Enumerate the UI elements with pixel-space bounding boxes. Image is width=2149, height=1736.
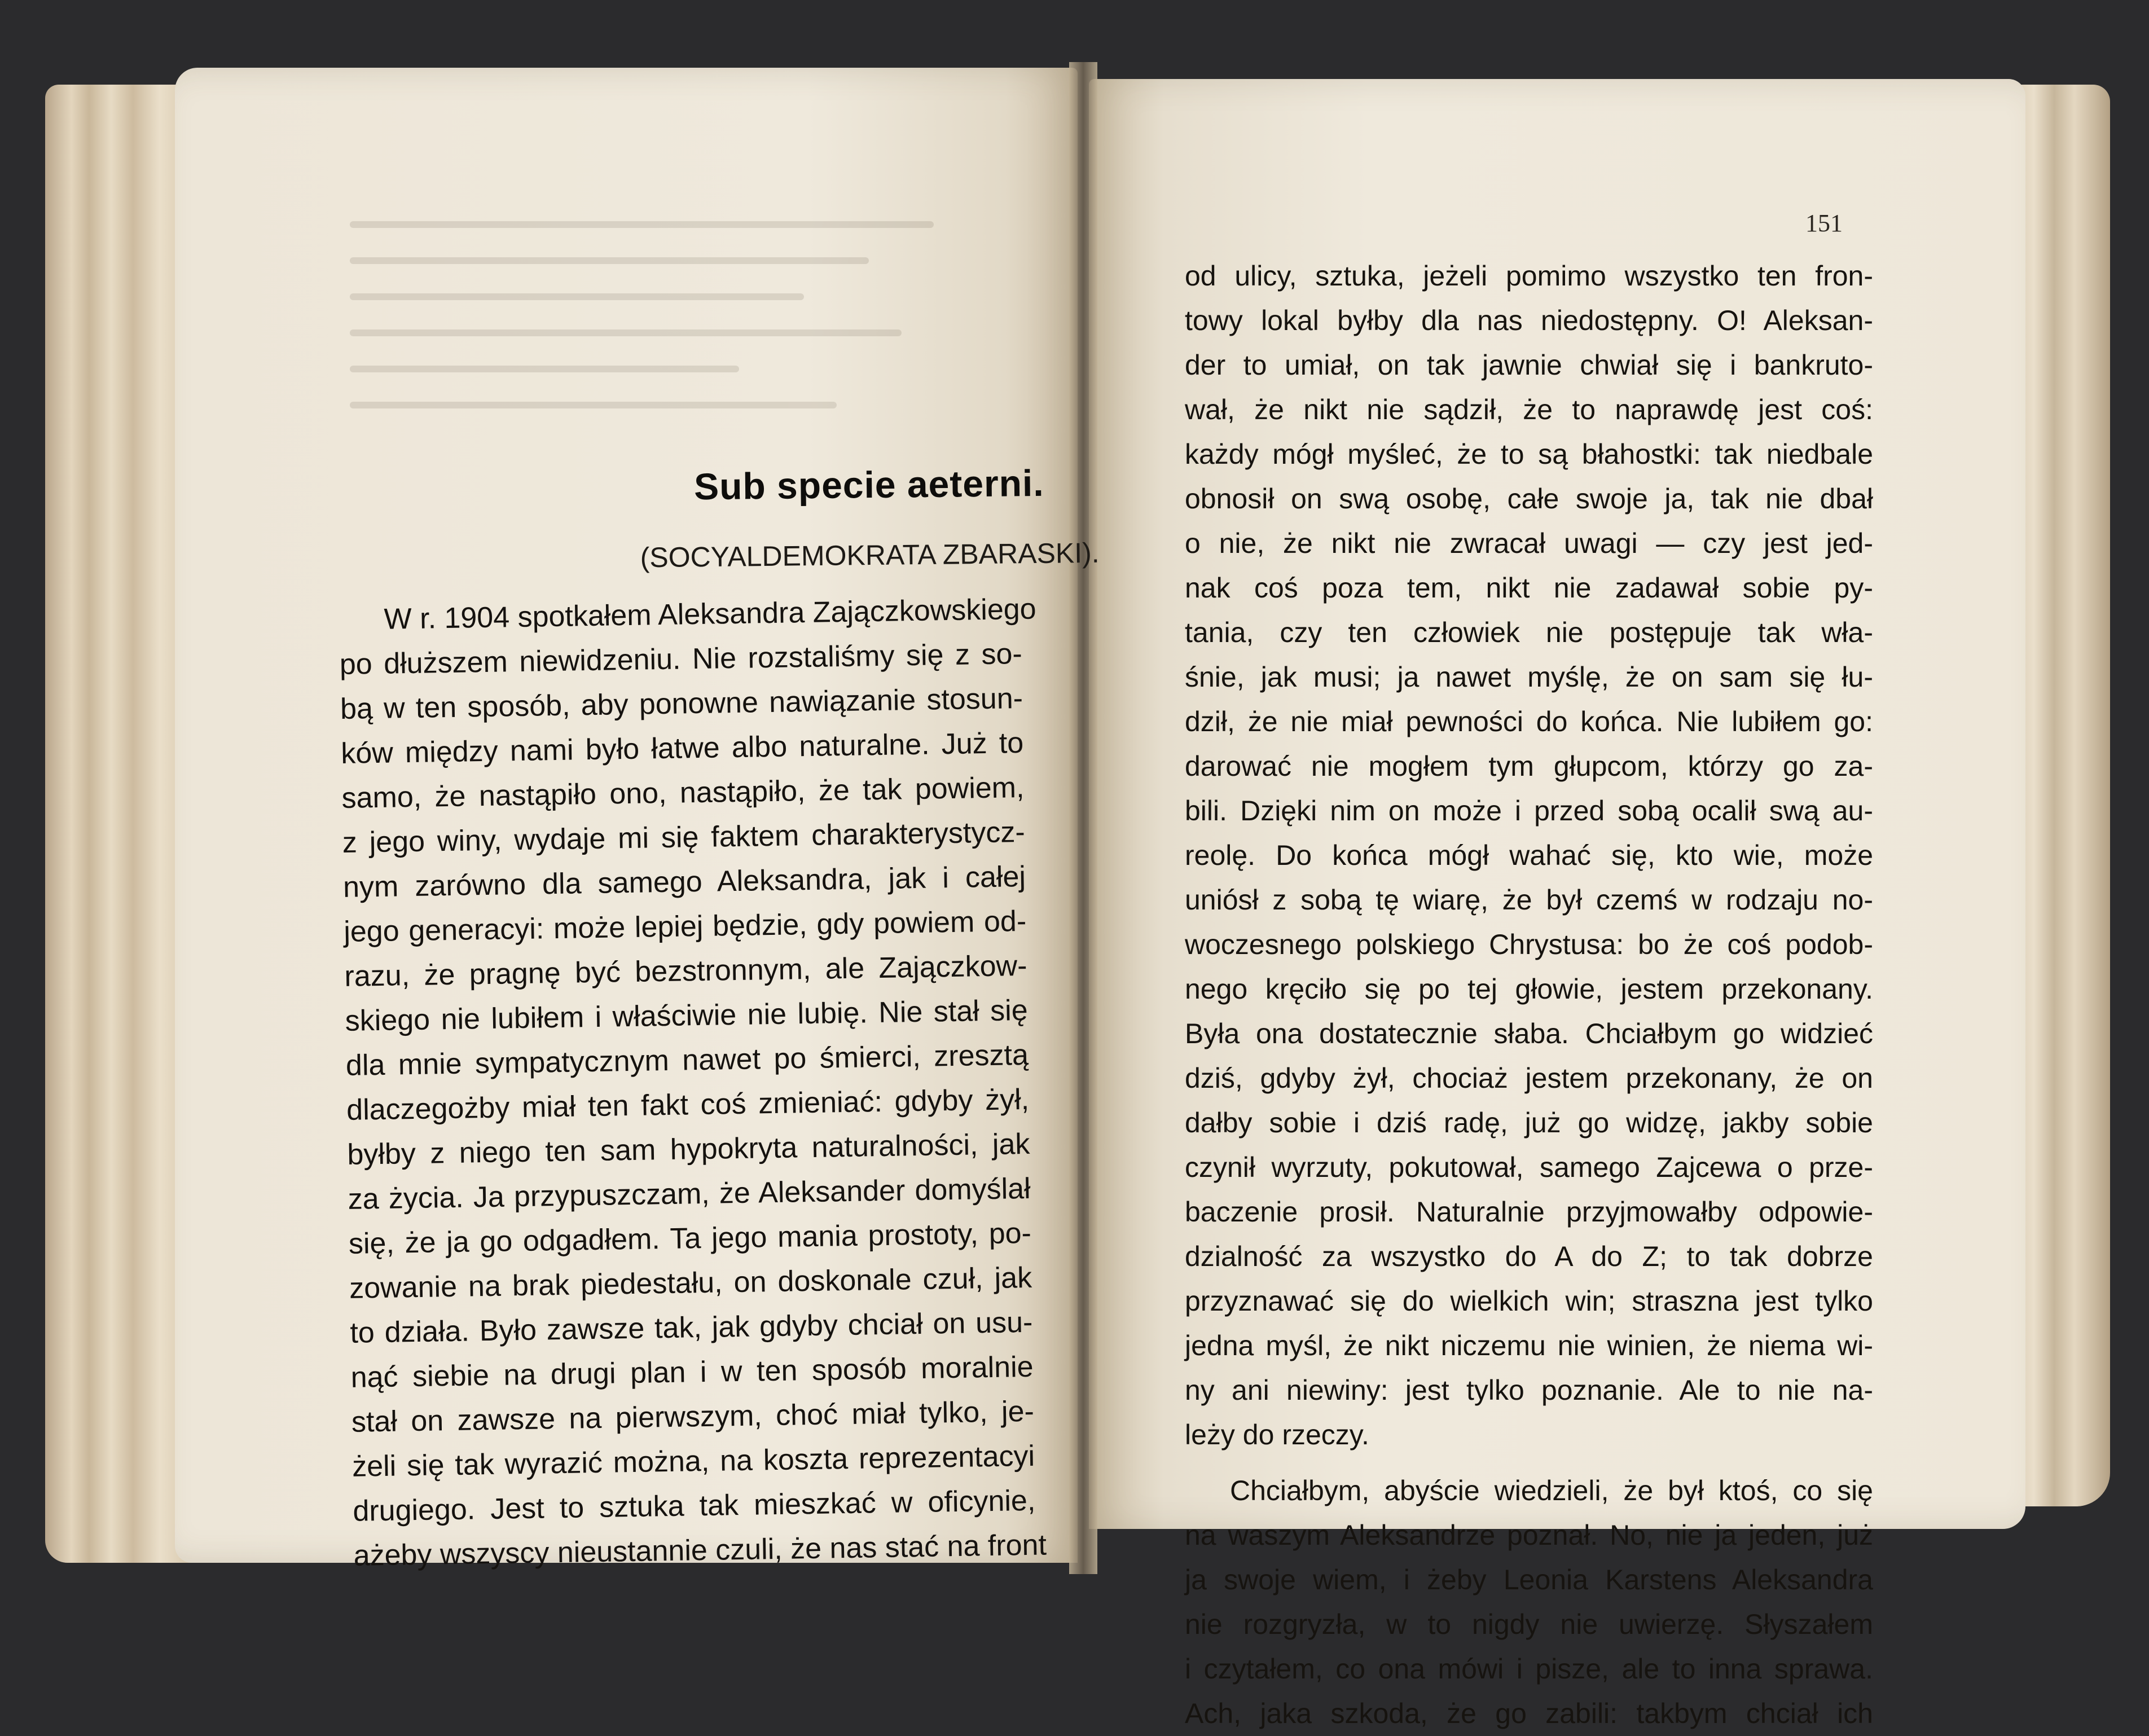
text-line: stał on zawsze na pierwszym, choć miał tylko, je- xyxy=(351,1395,1035,1439)
text-line: o nie, że nikt nie zwracał uwagi — czy jest jed- xyxy=(1185,528,1873,559)
text-line: przyznawać się do wielkich win; straszna jest tylko xyxy=(1185,1285,1873,1317)
text-line: razu, że pragnę być bezstronnym, ale Zajączkow- xyxy=(344,949,1027,993)
text-line: bili. Dzięki nim on może i przed sobą ocalił swą au- xyxy=(1185,795,1873,827)
text-line: jedna myśl, że nikt niczemu nie winien, że niema wi- xyxy=(1185,1330,1873,1361)
text-line: dził, że nie miał pewności do końca. Nie lubiłem go: xyxy=(1185,706,1873,737)
page-number: 151 xyxy=(1805,209,1843,237)
text-line: leży do rzeczy. xyxy=(1185,1419,1369,1451)
chapter-subtitle: (SOCYALDEMOKRATA ZBARASKI). xyxy=(640,537,1100,574)
text-line: nego kręciło się po tej głowie, jestem przekonany. xyxy=(1185,973,1873,1005)
paragraph-gap xyxy=(1185,1457,1873,1469)
text-line: ażeby wszyscy nieustannie czuli, że nas stać na front xyxy=(353,1528,1047,1572)
text-line: Chciałbym, abyście wiedzieli, że był ktoś, co się xyxy=(1230,1475,1873,1506)
text-line: za życia. Ja przypuszczam, że Aleksander domyślał xyxy=(348,1172,1031,1216)
text-line: nąć siebie na drugi plan i w ten sposób moralnie xyxy=(350,1350,1034,1394)
text-line: byłby z niego ten sam hypokryta naturalności, jak xyxy=(347,1127,1030,1171)
text-line: baczenie prosił. Naturalnie przyjmowałby odpowie- xyxy=(1185,1196,1873,1228)
text-line: reolę. Do końca mógł wahać się, kto wie, może xyxy=(1185,840,1873,871)
show-through-text xyxy=(350,192,999,485)
text-line: się, że ja go odgadłem. Ta jego mania prostoty, po- xyxy=(348,1216,1032,1260)
left-page-body xyxy=(339,587,1047,1579)
text-line: Ach, jaka szkoda, że go zabili: takbym chciał ich xyxy=(1185,1698,1873,1729)
text-line: dzialność za wszystko do A do Z; to tak dobrze xyxy=(1185,1241,1873,1272)
text-line: z jego winy, wydaje mi się faktem charakterystycz- xyxy=(342,815,1026,859)
page-edges-left xyxy=(45,85,192,1563)
text-line: ków między nami było łatwe albo naturalne. Już to xyxy=(340,726,1024,770)
text-line: darować nie mogłem tym głupcom, którzy go za- xyxy=(1185,750,1873,782)
text-line: towy lokal byłby dla nas niedostępny. O! Aleksan- xyxy=(1185,305,1873,336)
text-line: to działa. Było zawsze tak, jak gdyby chciał on usu- xyxy=(350,1306,1033,1350)
text-line: dziś, gdyby żył, chociaż jestem przekonany, że on xyxy=(1185,1062,1873,1094)
text-line: Była ona dostatecznie słaba. Chciałbym go widzieć xyxy=(1185,1018,1873,1049)
text-line: jego generacyi: może lepiej będzie, gdy powiem od- xyxy=(343,904,1027,948)
text-line: tania, czy ten człowiek nie postępuje tak wła- xyxy=(1185,617,1873,648)
book-spine-gutter xyxy=(1069,62,1097,1574)
text-line: samo, że nastąpiło ono, nastąpiło, że tak powiem, xyxy=(341,771,1025,815)
text-line: dla mnie sympatycznym nawet po śmierci, zresztą xyxy=(345,1038,1029,1082)
text-line: nak coś poza tem, nikt nie zadawał sobie py- xyxy=(1185,572,1873,604)
text-line: nie rozgryzła, w to nigdy nie uwierzę. Słyszałem xyxy=(1185,1608,1873,1640)
text-line: nym zarówno dla samego Aleksandra, jak i całej xyxy=(342,860,1026,904)
text-line: obnosił on swą osobę, całe swoje ja, tak nie dbał xyxy=(1185,483,1873,515)
text-line: czynił wyrzuty, pokutował, samego Zajcewa o prze- xyxy=(1185,1152,1873,1183)
text-line: der to umiał, on tak jawnie chwiał się i bankruto- xyxy=(1185,349,1873,381)
text-line: wał, że nikt nie sądził, że to naprawdę jest coś: xyxy=(1185,394,1873,425)
text-line: i czytałem, co ona mówi i pisze, ale to inna sprawa. xyxy=(1185,1653,1873,1685)
text-line: dałby sobie i dziś radę, już go widzę, jakby sobie xyxy=(1185,1107,1873,1139)
text-line: drugiego. Jest to sztuka tak mieszkać w oficynie, xyxy=(352,1484,1036,1528)
text-line: uniósł z sobą tę wiarę, że był czemś w rodzaju no- xyxy=(1185,884,1873,916)
text-line: ja swoje wiem, i żeby Leonia Karstens Aleksandra xyxy=(1185,1564,1873,1596)
text-line: ny ani niewiny: jest tylko poznanie. Ale to nie na- xyxy=(1185,1374,1873,1406)
text-line: bą w ten sposób, aby ponowne nawiązanie stosun- xyxy=(340,682,1023,726)
text-line: woczesnego polskiego Chrystusa: bo że coś podob- xyxy=(1185,929,1873,960)
text-line: od ulicy, sztuka, jeżeli pomimo wszystko ten fron- xyxy=(1185,260,1873,292)
text-line: każdy mógł myśleć, że to są błahostki: tak niedbale xyxy=(1185,438,1873,470)
text-line: skiego nie lubiłem i właściwie nie lubię. Nie stał się xyxy=(345,994,1029,1038)
text-line: dlaczegożby miał ten fakt coś zmieniać: gdyby żył, xyxy=(346,1083,1030,1127)
text-line: śnie, jak musi; ja nawet myślę, że on sam się łu- xyxy=(1185,661,1873,693)
right-page-body xyxy=(1185,254,1873,1736)
text-line: zowanie na brak piedestału, on doskonale czuł, jak xyxy=(349,1261,1032,1305)
text-line: po dłuższem niewidzeniu. Nie rozstaliśmy się z so- xyxy=(339,637,1023,681)
text-line: W r. 1904 spotkałem Aleksandra Zajączkowskiego xyxy=(384,592,1037,636)
chapter-title: Sub specie aeterni. xyxy=(693,462,1045,508)
text-line: żeli się tak wyrazić można, na koszta reprezentacyi xyxy=(351,1439,1035,1483)
text-line: na waszym Aleksandrze poznał. No, nie ja jeden, już xyxy=(1185,1519,1873,1551)
